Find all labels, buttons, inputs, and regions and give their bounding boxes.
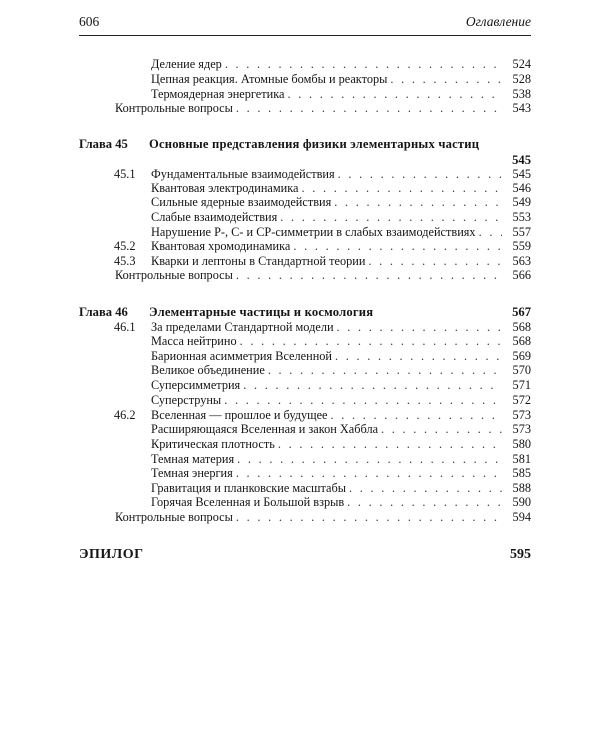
- entry-title: За пределами Стандартной модели: [151, 320, 337, 335]
- entry-title: Сильные ядерные взаимодействия: [151, 195, 334, 210]
- entry-title: Вселенная — прошлое и будущее: [151, 408, 331, 423]
- entry-page: 573: [512, 408, 531, 422]
- entry-page: 573: [512, 422, 531, 436]
- toc-entry[interactable]: [79, 466, 531, 481]
- entry-page: 566: [512, 268, 531, 282]
- entry-title: Гравитация и планковские масштабы: [151, 481, 349, 496]
- toc-entry[interactable]: [79, 378, 531, 393]
- page-number: 606: [79, 14, 100, 29]
- toc-entry[interactable]: [79, 495, 531, 510]
- entry-title: Деление ядер: [151, 57, 225, 72]
- chapter-title: Элементарные частицы и космология: [149, 305, 374, 319]
- toc-entry[interactable]: [79, 334, 531, 349]
- toc-entry[interactable]: [79, 225, 531, 240]
- entry-title: Цепная реакция. Атомные бомбы и реакторы: [151, 72, 390, 87]
- entry-page: 588: [512, 481, 531, 495]
- section-number: 46.2: [114, 408, 136, 422]
- entry-page: 559: [512, 239, 531, 253]
- entry-title: Фундаментальные взаимодействия: [151, 167, 338, 182]
- toc-entry[interactable]: [79, 72, 531, 87]
- entry-page: 545: [512, 167, 531, 181]
- entry-title: Суперструны: [151, 393, 224, 408]
- entry-title: Кварки и лептоны в Стандартной теории: [151, 254, 368, 269]
- chapter-page: 567: [512, 305, 531, 319]
- entry-page: 581: [512, 452, 531, 466]
- entry-page: 553: [512, 210, 531, 224]
- entry-page: 590: [512, 495, 531, 509]
- section-number: 45.1: [114, 167, 136, 181]
- entry-page: 543: [512, 101, 531, 115]
- toc-entry[interactable]: [79, 452, 531, 467]
- epilogue-page: 595: [510, 547, 531, 562]
- running-header: [79, 14, 531, 32]
- toc-entry[interactable]: [79, 87, 531, 102]
- toc-entry[interactable]: [79, 57, 531, 72]
- entry-title: Контрольные вопросы: [115, 268, 236, 283]
- entry-page: 546: [512, 181, 531, 195]
- entry-title: Темная энергия: [151, 466, 236, 481]
- entry-title: Контрольные вопросы: [115, 101, 236, 116]
- chapter-page: 545: [512, 153, 531, 167]
- entry-page: 594: [512, 510, 531, 524]
- entry-title: Критическая плотность: [151, 437, 278, 452]
- toc-entry[interactable]: [79, 510, 531, 525]
- toc-entry[interactable]: [79, 393, 531, 408]
- toc-entry[interactable]: [79, 167, 531, 182]
- entry-title: Слабые взаимодействия: [151, 210, 280, 225]
- toc-entry[interactable]: [79, 268, 531, 283]
- entry-page: 585: [512, 466, 531, 480]
- entry-page: 528: [512, 72, 531, 86]
- entry-page: 538: [512, 87, 531, 101]
- section-number: 46.1: [114, 320, 136, 334]
- entry-page: 580: [512, 437, 531, 451]
- entry-title: Суперсимметрия: [151, 378, 243, 393]
- chapter-label: Глава 45: [79, 137, 128, 151]
- entry-title: Термоядерная энергетика: [151, 87, 287, 102]
- running-title: Оглавление: [465, 14, 531, 29]
- section-number: 45.3: [114, 254, 136, 268]
- chapter-heading[interactable]: [79, 137, 531, 167]
- entry-title: Расширяющаяся Вселенная и закон Хаббла: [151, 422, 381, 437]
- chapter-heading[interactable]: [79, 305, 531, 320]
- entry-title: Нарушение P-, C- и CP-симметрии в слабых взаимодействиях: [151, 225, 479, 240]
- chapter-label: Глава 46: [79, 305, 128, 319]
- entry-page: 557: [512, 225, 531, 239]
- entry-page: 570: [512, 363, 531, 377]
- toc-entry[interactable]: [79, 363, 531, 378]
- header-rule: [79, 35, 531, 36]
- toc-entry[interactable]: [79, 481, 531, 496]
- entry-page: 568: [512, 320, 531, 334]
- toc-entry[interactable]: [79, 239, 531, 254]
- chapter-title: Основные представления физики элементарных частиц: [149, 137, 480, 151]
- entry-page: 524: [512, 57, 531, 71]
- section-number: 45.2: [114, 239, 136, 253]
- entry-page: 569: [512, 349, 531, 363]
- entry-title: Масса нейтрино: [151, 334, 240, 349]
- toc-entry[interactable]: [79, 320, 531, 335]
- toc-entry[interactable]: [79, 254, 531, 269]
- toc-entry[interactable]: [79, 210, 531, 225]
- toc-entry[interactable]: [79, 437, 531, 452]
- toc-entry[interactable]: [79, 195, 531, 210]
- entry-title: Великое объединение: [151, 363, 268, 378]
- entry-title: Барионная асимметрия Вселенной: [151, 349, 335, 364]
- toc-entry[interactable]: [79, 101, 531, 116]
- entry-title: Темная материя: [151, 452, 237, 467]
- entry-page: 571: [512, 378, 531, 392]
- toc-entry[interactable]: [79, 408, 531, 423]
- entry-title: Контрольные вопросы: [115, 510, 236, 525]
- entry-title: Квантовая электродинамика: [151, 181, 302, 196]
- entry-title: Горячая Вселенная и Большой взрыв: [151, 495, 347, 510]
- entry-page: 572: [512, 393, 531, 407]
- entry-page: 549: [512, 195, 531, 209]
- entry-page: 563: [512, 254, 531, 268]
- entry-title: Квантовая хромодинамика: [151, 239, 293, 254]
- toc-entry[interactable]: [79, 422, 531, 437]
- entry-page: 568: [512, 334, 531, 348]
- toc-entry[interactable]: [79, 349, 531, 364]
- epilogue-title: ЭПИЛОГ: [79, 547, 144, 562]
- toc-entry[interactable]: [79, 181, 531, 196]
